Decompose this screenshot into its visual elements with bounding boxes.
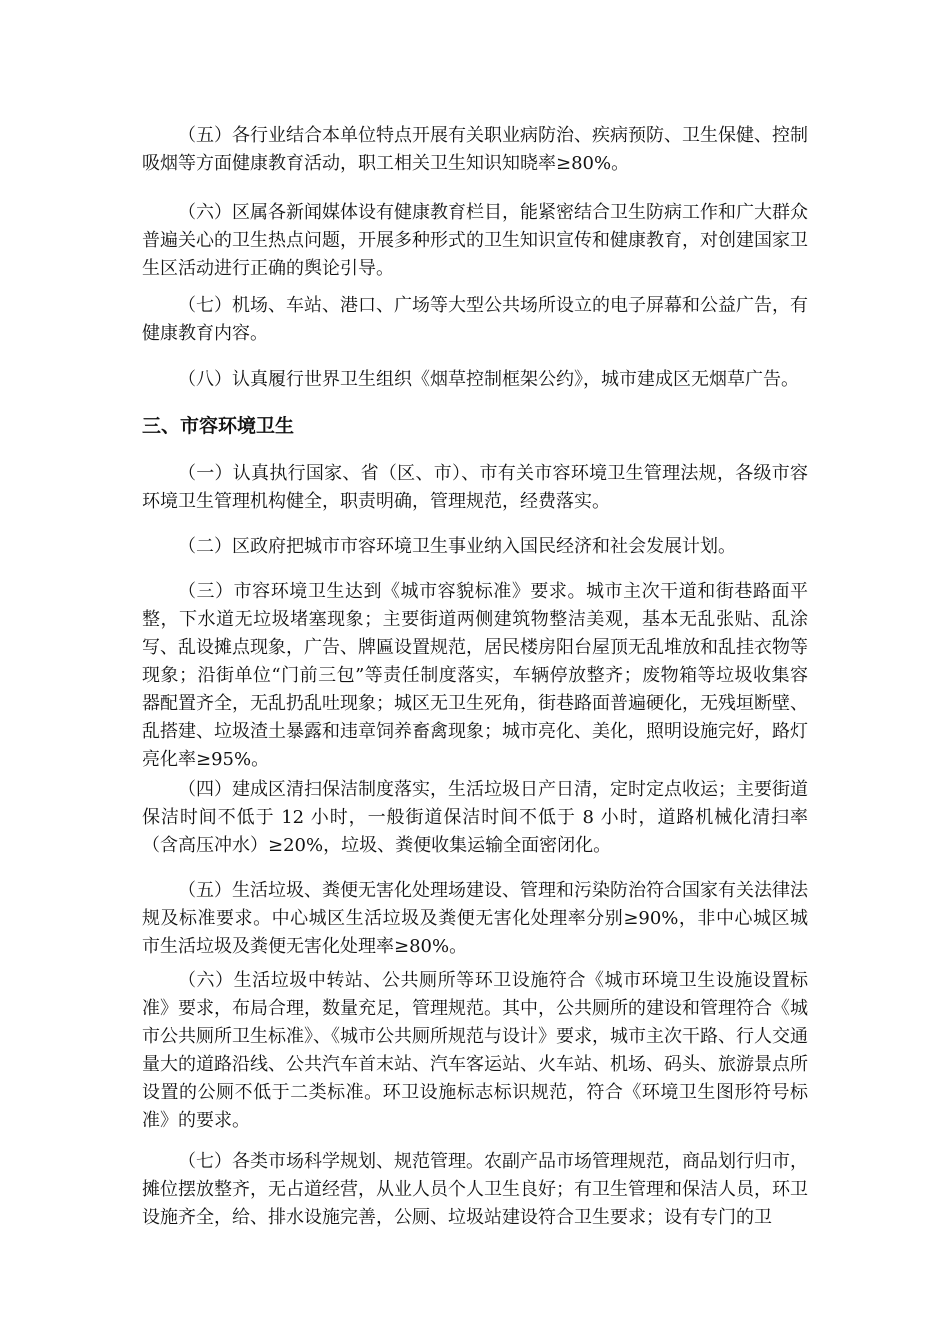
paragraph-7-markets: （七）各类市场科学规划、规范管理。农副产品市场管理规范，商品划行归市，摊位摆放整齐，无占道经营，从业人员个人卫生良好；有卫生管理和保洁人员，环卫设施齐全，给、排水设施完善，公厕、垃圾站建设符合卫生要求；设有专门的卫 (142, 1151, 808, 1228)
paragraph-6-sanitation-facilities: （六）生活垃圾中转站、公共厕所等环卫设施符合《城市环境卫生设施设置标准》要求，布局合理，数量充足，管理规范。其中，公共厕所的建设和管理符合《城市公共厕所卫生标准》、《城市公共厕所规范与设计》要求，城市主次干路、行人交通量大的道路沿线、公共汽车首末站、汽车客运站、火车站、机场、码头、旅游景点所设置的公厕不低于二类标准。环卫设施标志标识规范，符合《环境卫生图形符号标准》的要求。 (142, 970, 808, 1131)
paragraph-5-health-education-industries: （五）各行业结合本单位特点开展有关职业病防治、疾病预防、卫生保健、控制吸烟等方面健康教育活动，职工相关卫生知识知晓率≥80%。 (142, 125, 808, 174)
paragraph-4-cleaning: （四）建成区清扫保洁制度落实，生活垃圾日产日清，定时定点收运；主要街道保洁时间不低于 12 小时，一般街道保洁时间不低于 8 小时，道路机械化清扫率（含高压冲水）≥20%，垃圾、粪便收集运输全面密闭化。 (142, 779, 808, 856)
paragraph-6-news-media: （六）区属各新闻媒体设有健康教育栏目，能紧密结合卫生防病工作和广大群众普遍关心的卫生热点问题，开展多种形式的卫生知识宣传和健康教育，对创建国家卫生区活动进行正确的舆论引导。 (142, 202, 808, 279)
paragraph-5-waste-treatment: （五）生活垃圾、粪便无害化处理场建设、管理和污染防治符合国家有关法律法规及标准要求。中心城区生活垃圾及粪便无害化处理率分别≥90%，非中心城区城市生活垃圾及粪便无害化处理率≥80%。 (142, 880, 808, 957)
paragraph-3-city-appearance: （三）市容环境卫生达到《城市容貌标准》要求。城市主次干道和街巷路面平整，下水道无垃圾堵塞现象；主要街道两侧建筑物整洁美观，基本无乱张贴、乱涂写、乱设摊点现象，广告、牌匾设置规范，居民楼房阳台屋顶无乱堆放和乱挂衣物等现象；沿街单位“门前三包”等责任制度落实，车辆停放整齐；废物箱等垃圾收集容器配置齐全，无乱扔乱吐现象；城区无卫生死角，街巷路面普遍硬化，无残垣断壁、乱搭建、垃圾渣土暴露和违章饲养畜禽现象；城市亮化、美化，照明设施完好，路灯亮化率≥95%。 (142, 581, 808, 770)
paragraph-7-public-screens: （七）机场、车站、港口、广场等大型公共场所设立的电子屏幕和公益广告，有健康教育内容。 (142, 295, 808, 344)
paragraph-1-regulations: （一）认真执行国家、省（区、市）、市有关市容环境卫生管理法规，各级市容环境卫生管理机构健全，职责明确，管理规范，经费落实。 (142, 463, 808, 512)
paragraph-8-tobacco-convention: （八）认真履行世界卫生组织《烟草控制框架公约》，城市建成区无烟草广告。 (178, 369, 799, 390)
section-heading: 三、市容环境卫生 (142, 415, 295, 437)
paragraph-2-government-plan: （二）区政府把城市市容环境卫生事业纳入国民经济和社会发展计划。 (178, 536, 736, 557)
